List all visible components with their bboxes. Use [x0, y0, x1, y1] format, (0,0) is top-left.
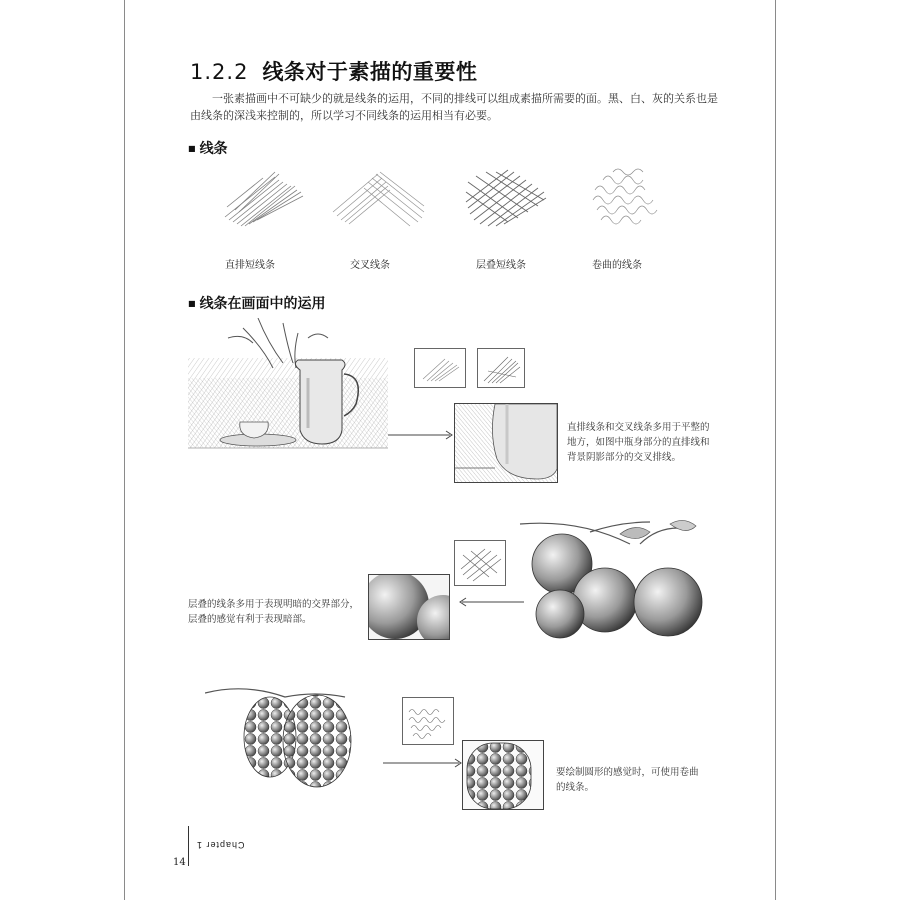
cross-lines-swatch — [477, 348, 525, 388]
page-number: 14 — [173, 857, 186, 868]
sample-label-curly: 卷曲的线条 — [592, 260, 642, 271]
arrow-right-icon — [388, 430, 454, 440]
caption-curly: 要绘制圆形的感觉时，可使用卷曲的线条。 — [556, 767, 699, 793]
sample-label-straight: 直排短线条 — [225, 260, 275, 271]
sample-label-layered: 层叠短线条 — [476, 260, 526, 271]
subhead-marker: ■ — [188, 299, 196, 308]
arrow-right-icon — [383, 758, 463, 768]
caption-layered: 层叠的线条多用于表现明暗的交界部分，层叠的感觉有利于表现暗部。 — [188, 599, 360, 625]
still-life-detail — [454, 403, 558, 483]
layered-short-lines-sample — [458, 162, 553, 232]
section-number: 1.2.2 — [190, 60, 249, 84]
still-life-drawing — [188, 318, 388, 480]
fruit-drawing — [500, 514, 710, 644]
raspberry-detail — [462, 740, 544, 810]
caption-straight-cross: 直排线条和交叉线条多用于平整的地方，如图中瓶身部分的直排线和背景阴影部分的交叉排线。 — [567, 422, 710, 463]
straight-lines-swatch — [414, 348, 466, 388]
subhead-lines — [188, 138, 228, 158]
sample-label-cross: 交叉线条 — [350, 260, 390, 271]
section-title — [190, 56, 477, 86]
curly-lines-swatch — [402, 697, 454, 745]
layered-lines-swatch — [454, 540, 506, 586]
fruit-detail — [368, 574, 450, 640]
subhead-lines-title: 线条 — [199, 141, 228, 157]
subhead-usage-title: 线条在画面中的运用 — [199, 296, 326, 312]
footer-divider — [188, 826, 189, 866]
chapter-label: Chapter 1 — [196, 840, 245, 850]
straight-short-lines-sample — [215, 162, 310, 232]
arrow-left-icon — [458, 597, 524, 607]
cross-lines-sample — [328, 162, 428, 232]
section-title-text: 线条对于素描的重要性 — [262, 60, 478, 84]
subhead-usage — [188, 293, 326, 313]
subhead-marker: ■ — [188, 144, 196, 153]
raspberry-drawing — [205, 685, 385, 795]
intro-paragraph: 一张素描画中不可缺少的就是线条的运用，不同的排线可以组成素描所需要的面。黑、白、灰的关系也是由线条的深浅来控制的，所以学习不同线条的运用相当有必要。 — [190, 92, 718, 122]
curly-lines-sample — [583, 160, 673, 235]
